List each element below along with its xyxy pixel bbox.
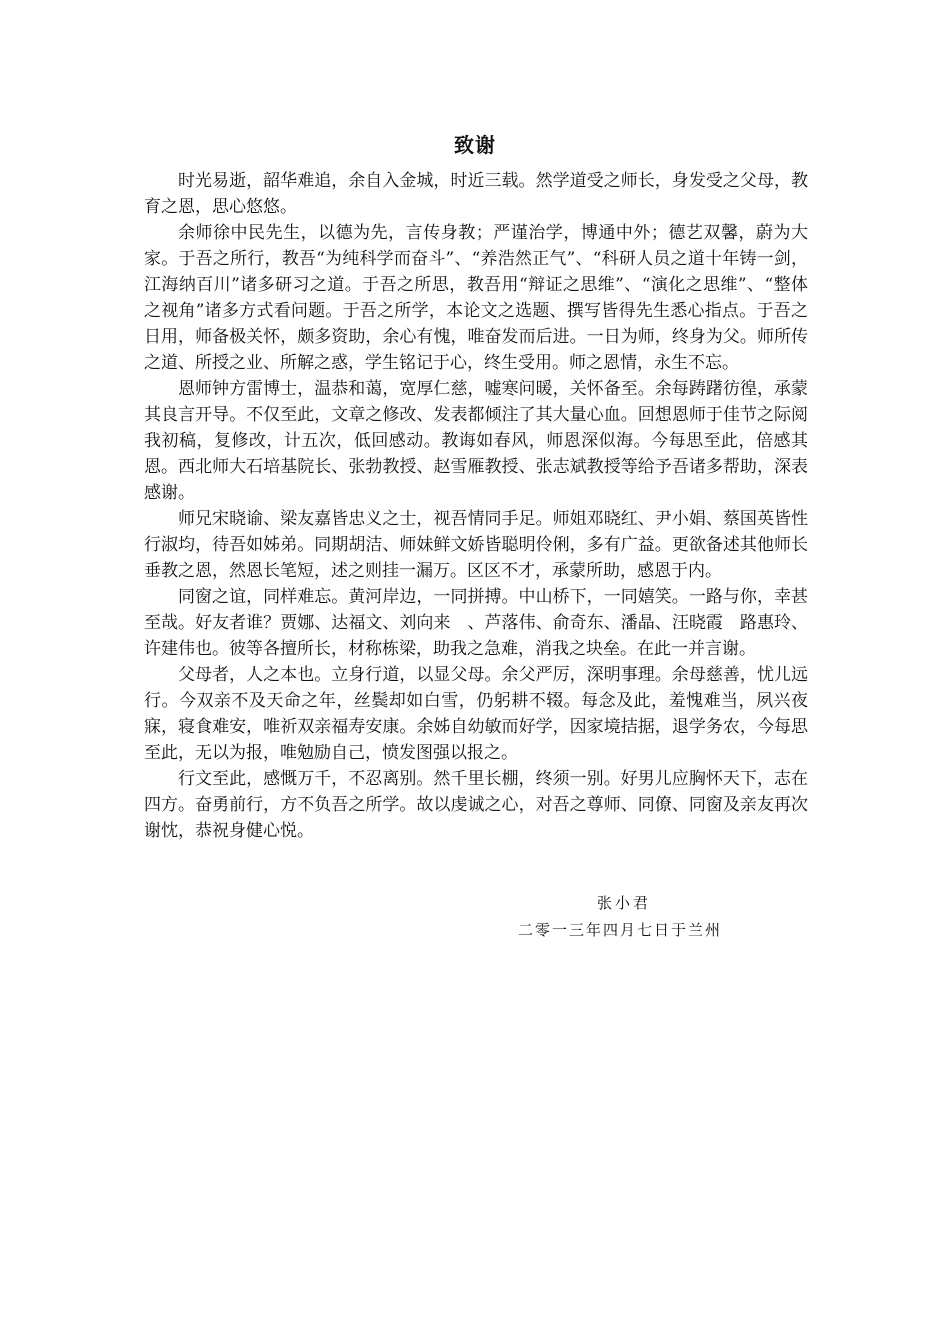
paragraph: 父母者，人之本也。立身行道，以显父母。余父严厉，深明事理。余母慈善，忧儿远行。今双亲不及天命之年，丝鬓却如白雪，仍躬耕不辍。每念及此，羞愧难当，夙兴夜寐，寝食难安，唯祈双亲福寿安康。余姊自幼敏而好学，因家境拮据，退学务农，今每思至此，无以为报，唯勉励自己，愤发图强以报之。 (144, 665, 808, 763)
author-name: 张小君 (597, 894, 652, 912)
acknowledgement-body (144, 168, 808, 844)
paragraph: 同窗之谊，同样难忘。黄河岸边，一同拼搏。中山桥下，一同嬉笑。一路与你，幸甚至哉。好友者谁？贾娜、达福文、刘向来 、芦落伟、俞奇东、潘晶、汪晓霞 路惠玲、许建伟也。彼等各擅所长，材称栋梁，助我之急难，消我之块垒。在此一并言谢。 (144, 587, 808, 659)
paragraph: 时光易逝，韶华难追，余自入金城，时近三载。然学道受之师长，身发受之父母，教育之恩，思心悠悠。 (144, 171, 808, 217)
paragraph: 行文至此，感慨万千，不忍离别。然千里长棚，终须一别。好男儿应胸怀天下，志在四方。奋勇前行，方不负吾之所学。故以虔诚之心，对吾之尊师、同僚、同窗及亲友再次谢忱，恭祝身健心悦。 (144, 769, 808, 841)
paragraph: 师兄宋晓谕、梁友嘉皆忠义之士，视吾情同手足。师姐邓晓红、尹小娟、蔡国英皆性行淑均，待吾如姊弟。同期胡洁、师妹鲜文娇皆聪明伶俐，多有广益。更欲备述其他师长垂教之恩，然恩长笔短，述之则挂一漏万。区区不才，承蒙所助，感恩于内。 (144, 509, 808, 581)
page-title: 致谢 (454, 133, 496, 157)
paragraph: 恩师钟方雷博士，温恭和蔼，宽厚仁慈，嘘寒问暖，关怀备至。余每踌躇彷徨，承蒙其良言开导。不仅至此，文章之修改、发表都倾注了其大量心血。回想恩师于佳节之际阅我初稿，复修改，计五次，低回感动。教诲如春风，师恩深似海。今每思至此，倍感其恩。西北师大石培基院长、张勃教授、赵雪雁教授、张志斌教授等给予吾诸多帮助，深表感谢。 (144, 379, 808, 503)
date-place: 二零一三年四月七日于兰州 (518, 921, 723, 939)
paragraph: 余师徐中民先生，以德为先，言传身教；严谨治学，博通中外；德艺双馨，蔚为大家。于吾之所行，教吾“为纯科学而奋斗”、“养浩然正气”、“科研人员之道十年铸一剑，江海纳百川”诸多研习之道。于吾之所思，教吾用“辩证之思维”、“演化之思维”、“整体之视角”诸多方式看问题。于吾之所学，本论文之选题、撰写皆得先生悉心指点。于吾之日用，师备极关怀，颇多资助，余心有愧，唯奋发而后进。一日为师，终身为父。师所传之道、所授之业、所解之惑，学生铭记于心，终生受用。师之恩情，永生不忘。 (144, 223, 808, 373)
